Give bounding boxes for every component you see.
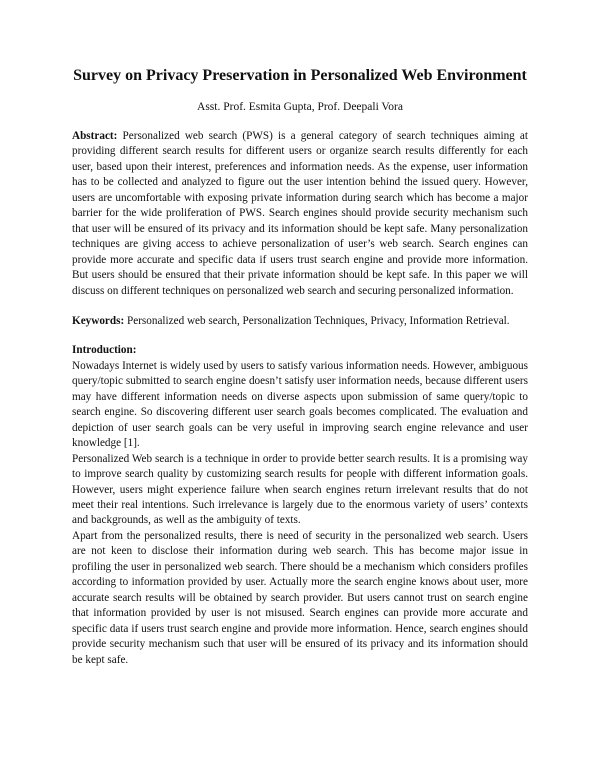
introduction-paragraph-3: Apart from the personalized results, there is need of security in the personalized web search. Users are not keen to disclose their information during web search. This has become major issue in profiling the user in personalized web search. There should be a mechanism which considers profiles according to information provided by user. Actually more the search engine knows about user, more accurate search results will be obtained by search provider. But users cannot trust on search engine that information provided by user is not misused. Search engines can provide more accurate and specific data if users trust search engine and provide more information. Hence, search engines should provide security mechanism such that user will be ensured of its privacy and its information should be kept safe. — [72, 529, 528, 666]
paper-authors: Asst. Prof. Esmita Gupta, Prof. Deepali Vora — [197, 101, 403, 113]
keywords-label: Keywords: — [72, 314, 125, 327]
introduction-paragraph-1: Nowadays Internet is widely used by users to satisfy various information needs. However, ambiguous query/topic submitted to search engine doesn’t satisfy user information needs, because different users may have different information needs on diverse aspects upon submission of same query/topic to search engine. So discovering different user search goals becomes complicated. The evaluation and depiction of user search goals can be very useful in improving search engine relevance and user knowledge [1]. — [72, 359, 528, 450]
introduction-paragraph-2: Personalized Web search is a technique in order to provide better search results. It is a promising way to improve search quality by customizing search results for people with different information goals. However, users might experience failure when search engines return irrelevant results that do not meet their real intentions. Such irrelevance is largely due to the enormous variety of users’ contexts and backgrounds, as well as the ambiguity of texts. — [72, 452, 528, 527]
abstract-text: Personalized web search (PWS) is a general category of search techniques aiming at providing different search results for different users or organize search results differently for each user, based upon their interest, preferences and information needs. As the expense, user information has to be collected and analyzed to figure out the user intention behind the issued query. However, users are uncomfortable with exposing private information during search which has become a major barrier for the wide proliferation of PWS. Search engines should provide security mechanism such that user will be ensured of its privacy and its information should be kept safe. Many personalization techniques are giving access to achieve personalization of user’s web search. Search engines can provide more accurate and specific data if users trust search engine and provide more information. But users should be ensured that their private information should be kept safe. In this paper we will discuss on different techniques on personalized web search and securing personalized information. — [72, 130, 529, 297]
keywords-text: Personalized web search, Personalization Techniques, Privacy, Information Retrieval. — [127, 314, 510, 327]
abstract-label: Abstract: — [72, 130, 118, 142]
keywords-paragraph — [72, 314, 528, 329]
abstract-paragraph — [72, 129, 528, 299]
paper-title: Survey on Privacy Preservation in Personalized Web Environment — [73, 67, 527, 84]
introduction-heading: Introduction: — [72, 344, 137, 357]
